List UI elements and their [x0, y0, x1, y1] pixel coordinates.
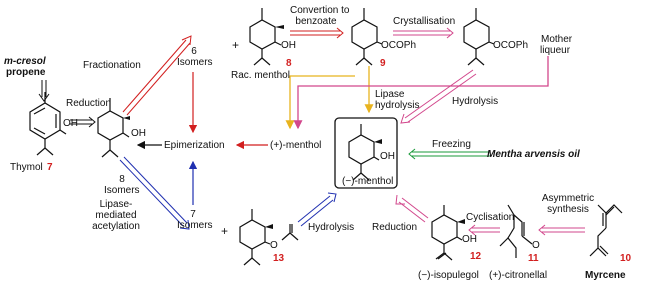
lipase-hydrolysis-1: Lipase [375, 89, 405, 100]
isomers6-label: Isomers [177, 57, 213, 68]
lmenthol-oh: OH [380, 151, 395, 162]
isomers7-label: Isomers [177, 220, 213, 231]
wedge-bond [265, 224, 273, 229]
arrow-asymmetric [539, 225, 585, 235]
wedge-bond [275, 25, 284, 29]
arrow-mother-liquor-pmenthol [298, 56, 548, 128]
isopulegol-structure [432, 205, 462, 260]
plus-sign-top: + [232, 38, 240, 52]
arrow-lipase-hydrolysis-pmenthol [290, 76, 355, 128]
benzoate-group: OCOPh [381, 40, 417, 51]
cyclisation-label: Cyclisation [466, 212, 515, 223]
isopulegol-oh: OH [462, 234, 477, 245]
l-menthol-structure [349, 124, 379, 180]
asymmetric-label-2: synthesis [547, 204, 589, 215]
mother-liquor-1: Mother [541, 34, 573, 45]
hydrolysis-acetate-label: Hydrolysis [308, 222, 355, 233]
crystal-benzoate-group: OCOPh [493, 40, 529, 51]
rac-menthol-name: Rac. menthol [231, 70, 290, 81]
lipase-mediated-2: mediated [95, 210, 137, 221]
hydrolysis-label-mother: Hydrolysis [452, 96, 499, 107]
menthyl-acetate-structure [240, 209, 298, 265]
crystallisation-label: Crystallisation [393, 16, 456, 27]
mentha-oil-label: Mentha arvensis oil [487, 149, 580, 160]
citronellal-o: O [532, 240, 540, 251]
thymol-name: Thymol [10, 162, 43, 173]
citronellal-name: (+)-citronellal [489, 270, 548, 281]
pmenthol-label: (+)-menthol [270, 140, 322, 151]
reduction-isopulegol-label: Reduction [372, 222, 418, 233]
conversion-label-2: benzoate [295, 16, 337, 27]
freezing-label: Freezing [432, 139, 471, 150]
crystalline-benzoate-structure [464, 8, 494, 65]
arrow-freezing [409, 149, 490, 159]
arrow-crystallisation [393, 28, 453, 38]
wedge-bond [374, 139, 382, 144]
mix-oh: OH [131, 128, 146, 139]
wedge-bond [123, 116, 130, 120]
lipase-mediated-3: acetylation [92, 221, 140, 232]
arrow-cresol-thymol [39, 80, 49, 101]
lipase-mediated-1: Lipase- [99, 199, 133, 210]
plus-sign-bottom: + [221, 224, 229, 238]
acetate-number: 13 [273, 253, 285, 264]
fractionation-label: Fractionation [83, 60, 141, 71]
thymol-structure [30, 92, 66, 155]
wedge-bond [457, 219, 465, 224]
lmenthol-label: (−)-menthol [342, 176, 394, 187]
reduction-label: Reduction [66, 98, 112, 109]
myrcene-name: Myrcene [585, 270, 626, 281]
benzoate-number: 9 [380, 58, 386, 69]
isopulegol-name: (−)-isopulegol [418, 270, 479, 281]
isopulegol-number: 12 [470, 251, 482, 262]
citronellal-number: 11 [528, 253, 539, 264]
epimerization-label: Epimerization [164, 140, 225, 151]
rac-menthol-structure [250, 8, 281, 65]
mother-liquor-2: liqueur [540, 45, 571, 56]
asymmetric-label-1: Asymmetric [541, 193, 595, 204]
start-material-label: m-cresol [4, 56, 46, 67]
rac-menthol-number: 8 [286, 58, 292, 69]
isomers6-count: 6 [191, 46, 197, 57]
start-material-label-2: propene [6, 67, 46, 78]
isomers8-label: Isomers [104, 185, 140, 196]
thymol-oh: OH [63, 118, 78, 129]
arrow-reduction-isopulegol [396, 195, 428, 222]
arrow-conversion [290, 28, 343, 38]
isomers8-count: 8 [119, 174, 125, 185]
rac-menthol-oh: OH [281, 40, 296, 51]
lipase-hydrolysis-2: hydrolysis [375, 100, 420, 111]
menthyl-benzoate-structure [352, 8, 382, 65]
myrcene-number: 10 [620, 253, 632, 264]
acetate-o: O [270, 240, 278, 251]
conversion-label-1: Convertion to [290, 5, 350, 16]
isomers7-count: 7 [190, 209, 196, 220]
thymol-number: 7 [47, 162, 53, 173]
